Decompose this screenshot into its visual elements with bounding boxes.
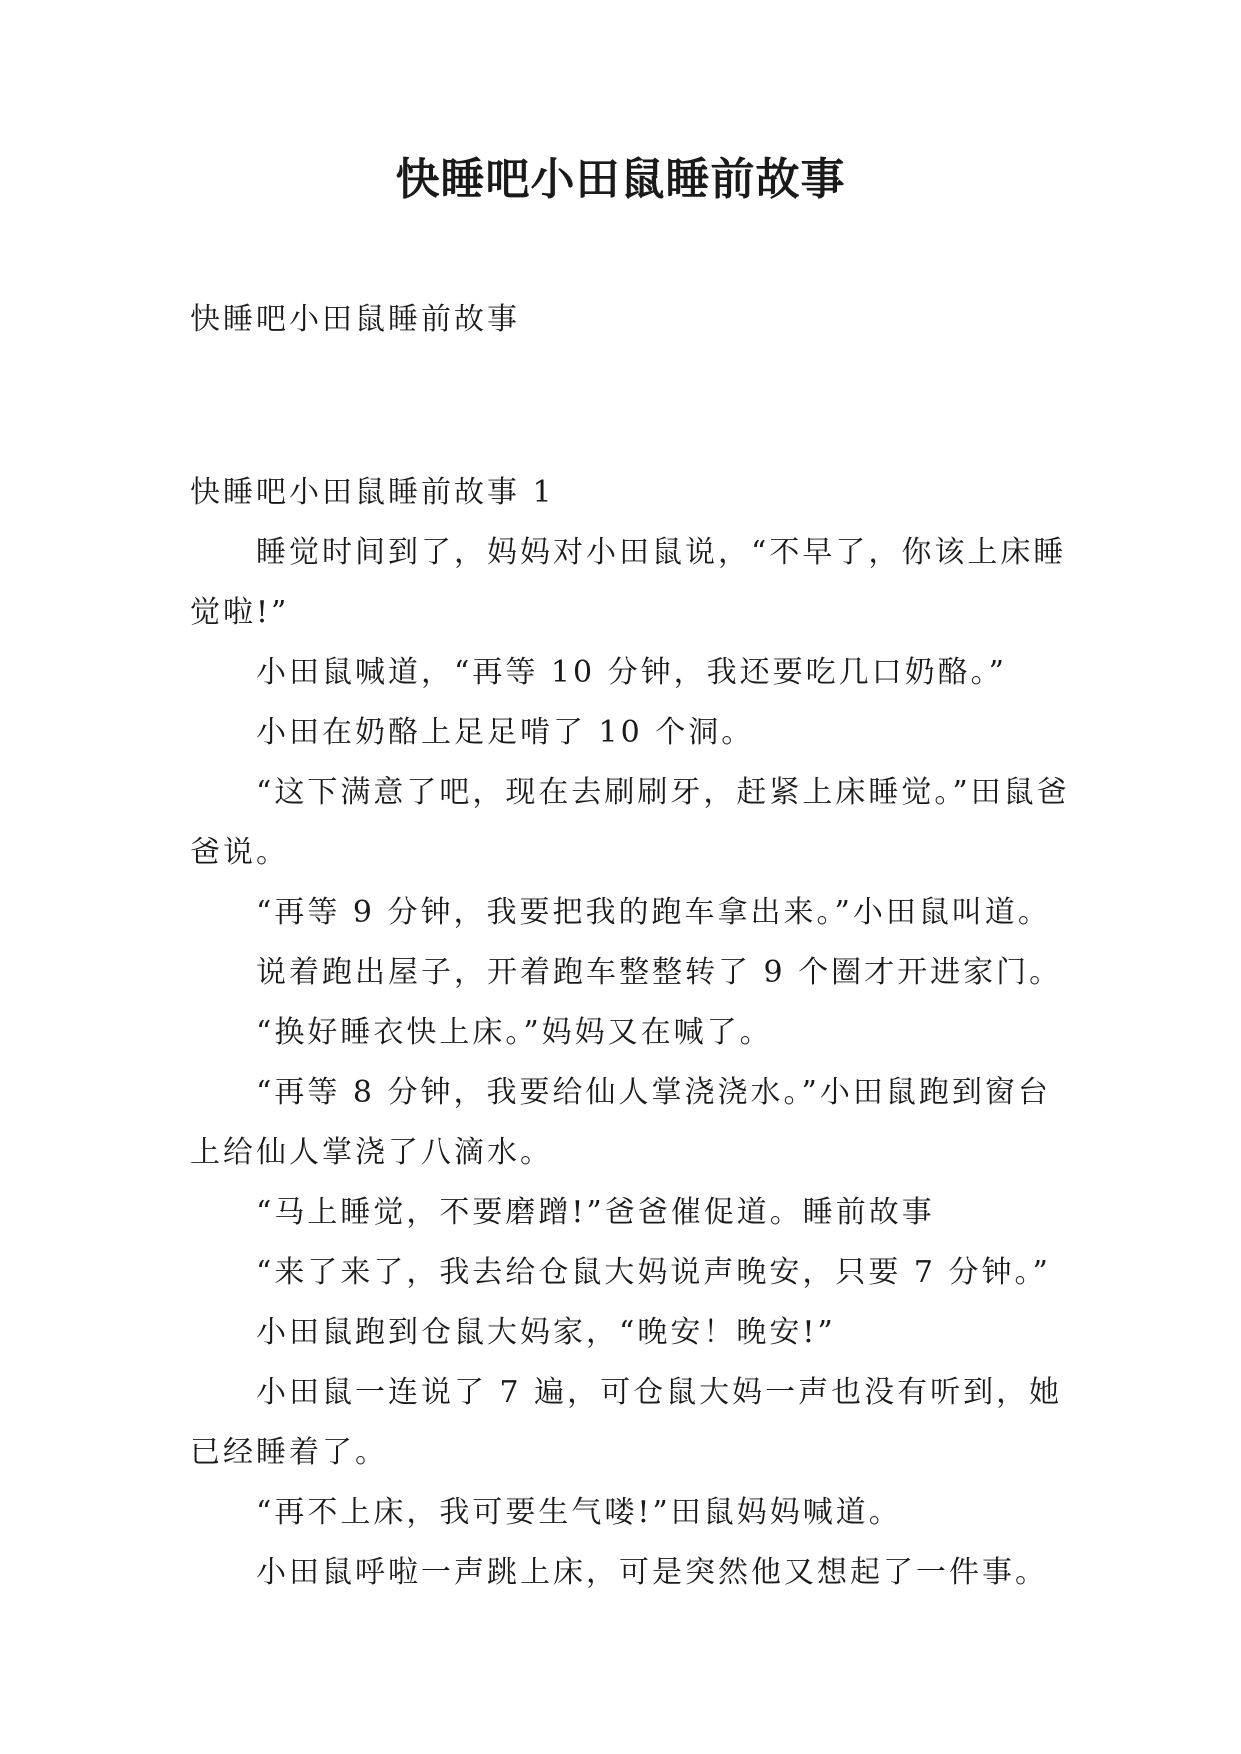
document-title: 快睡吧小田鼠睡前故事 bbox=[395, 154, 846, 205]
paragraph: “再不上床，我可要生气喽!”田鼠妈妈喊道。 bbox=[256, 1495, 902, 1530]
paragraph: “来了来了，我去给仓鼠大妈说声晚安，只要 7 分钟。” bbox=[256, 1255, 1051, 1290]
paragraph: 说着跑出屋子，开着跑车整整转了 9 个圈才开进家门。 bbox=[256, 955, 1063, 990]
paragraph: “换好睡衣快上床。”妈妈又在喊了。 bbox=[256, 1015, 773, 1050]
paragraph: 小田鼠跑到仓鼠大妈家，“晚安！晚安!” bbox=[256, 1315, 836, 1350]
spacer bbox=[190, 350, 1070, 463]
section-heading: 快睡吧小田鼠睡前故事 1 bbox=[190, 475, 555, 510]
paragraph: 小田在奶酪上足足啃了 10 个洞。 bbox=[256, 715, 755, 750]
paragraph: 小田鼠喊道，“再等 10 分钟，我还要吃几口奶酪。” bbox=[256, 655, 1007, 690]
document-body bbox=[190, 290, 1070, 1603]
paragraph: 小田鼠一连说了 7 遍，可仓鼠大妈一声也没有听到，她已经睡着了。 bbox=[190, 1375, 1063, 1470]
paragraph: “再等 8 分钟，我要给仙人掌浇浇水。”小田鼠跑到窗台上给仙人掌浇了八滴水。 bbox=[190, 1075, 1051, 1170]
paragraph: “马上睡觉，不要磨蹭!”爸爸催促道。睡前故事 bbox=[256, 1195, 935, 1230]
paragraph: 睡觉时间到了，妈妈对小田鼠说，“不早了，你该上床睡觉啦!” bbox=[190, 535, 1067, 630]
paragraph: 小田鼠呼啦一声跳上床，可是突然他又想起了一件事。 bbox=[256, 1555, 1048, 1590]
paragraph: “这下满意了吧，现在去刷刷牙，赶紧上床睡觉。”田鼠爸爸说。 bbox=[190, 775, 1070, 870]
document-subtitle: 快睡吧小田鼠睡前故事 bbox=[190, 302, 520, 337]
paragraph: “再等 9 分钟，我要把我的跑车拿出来。”小田鼠叫道。 bbox=[256, 895, 1051, 930]
